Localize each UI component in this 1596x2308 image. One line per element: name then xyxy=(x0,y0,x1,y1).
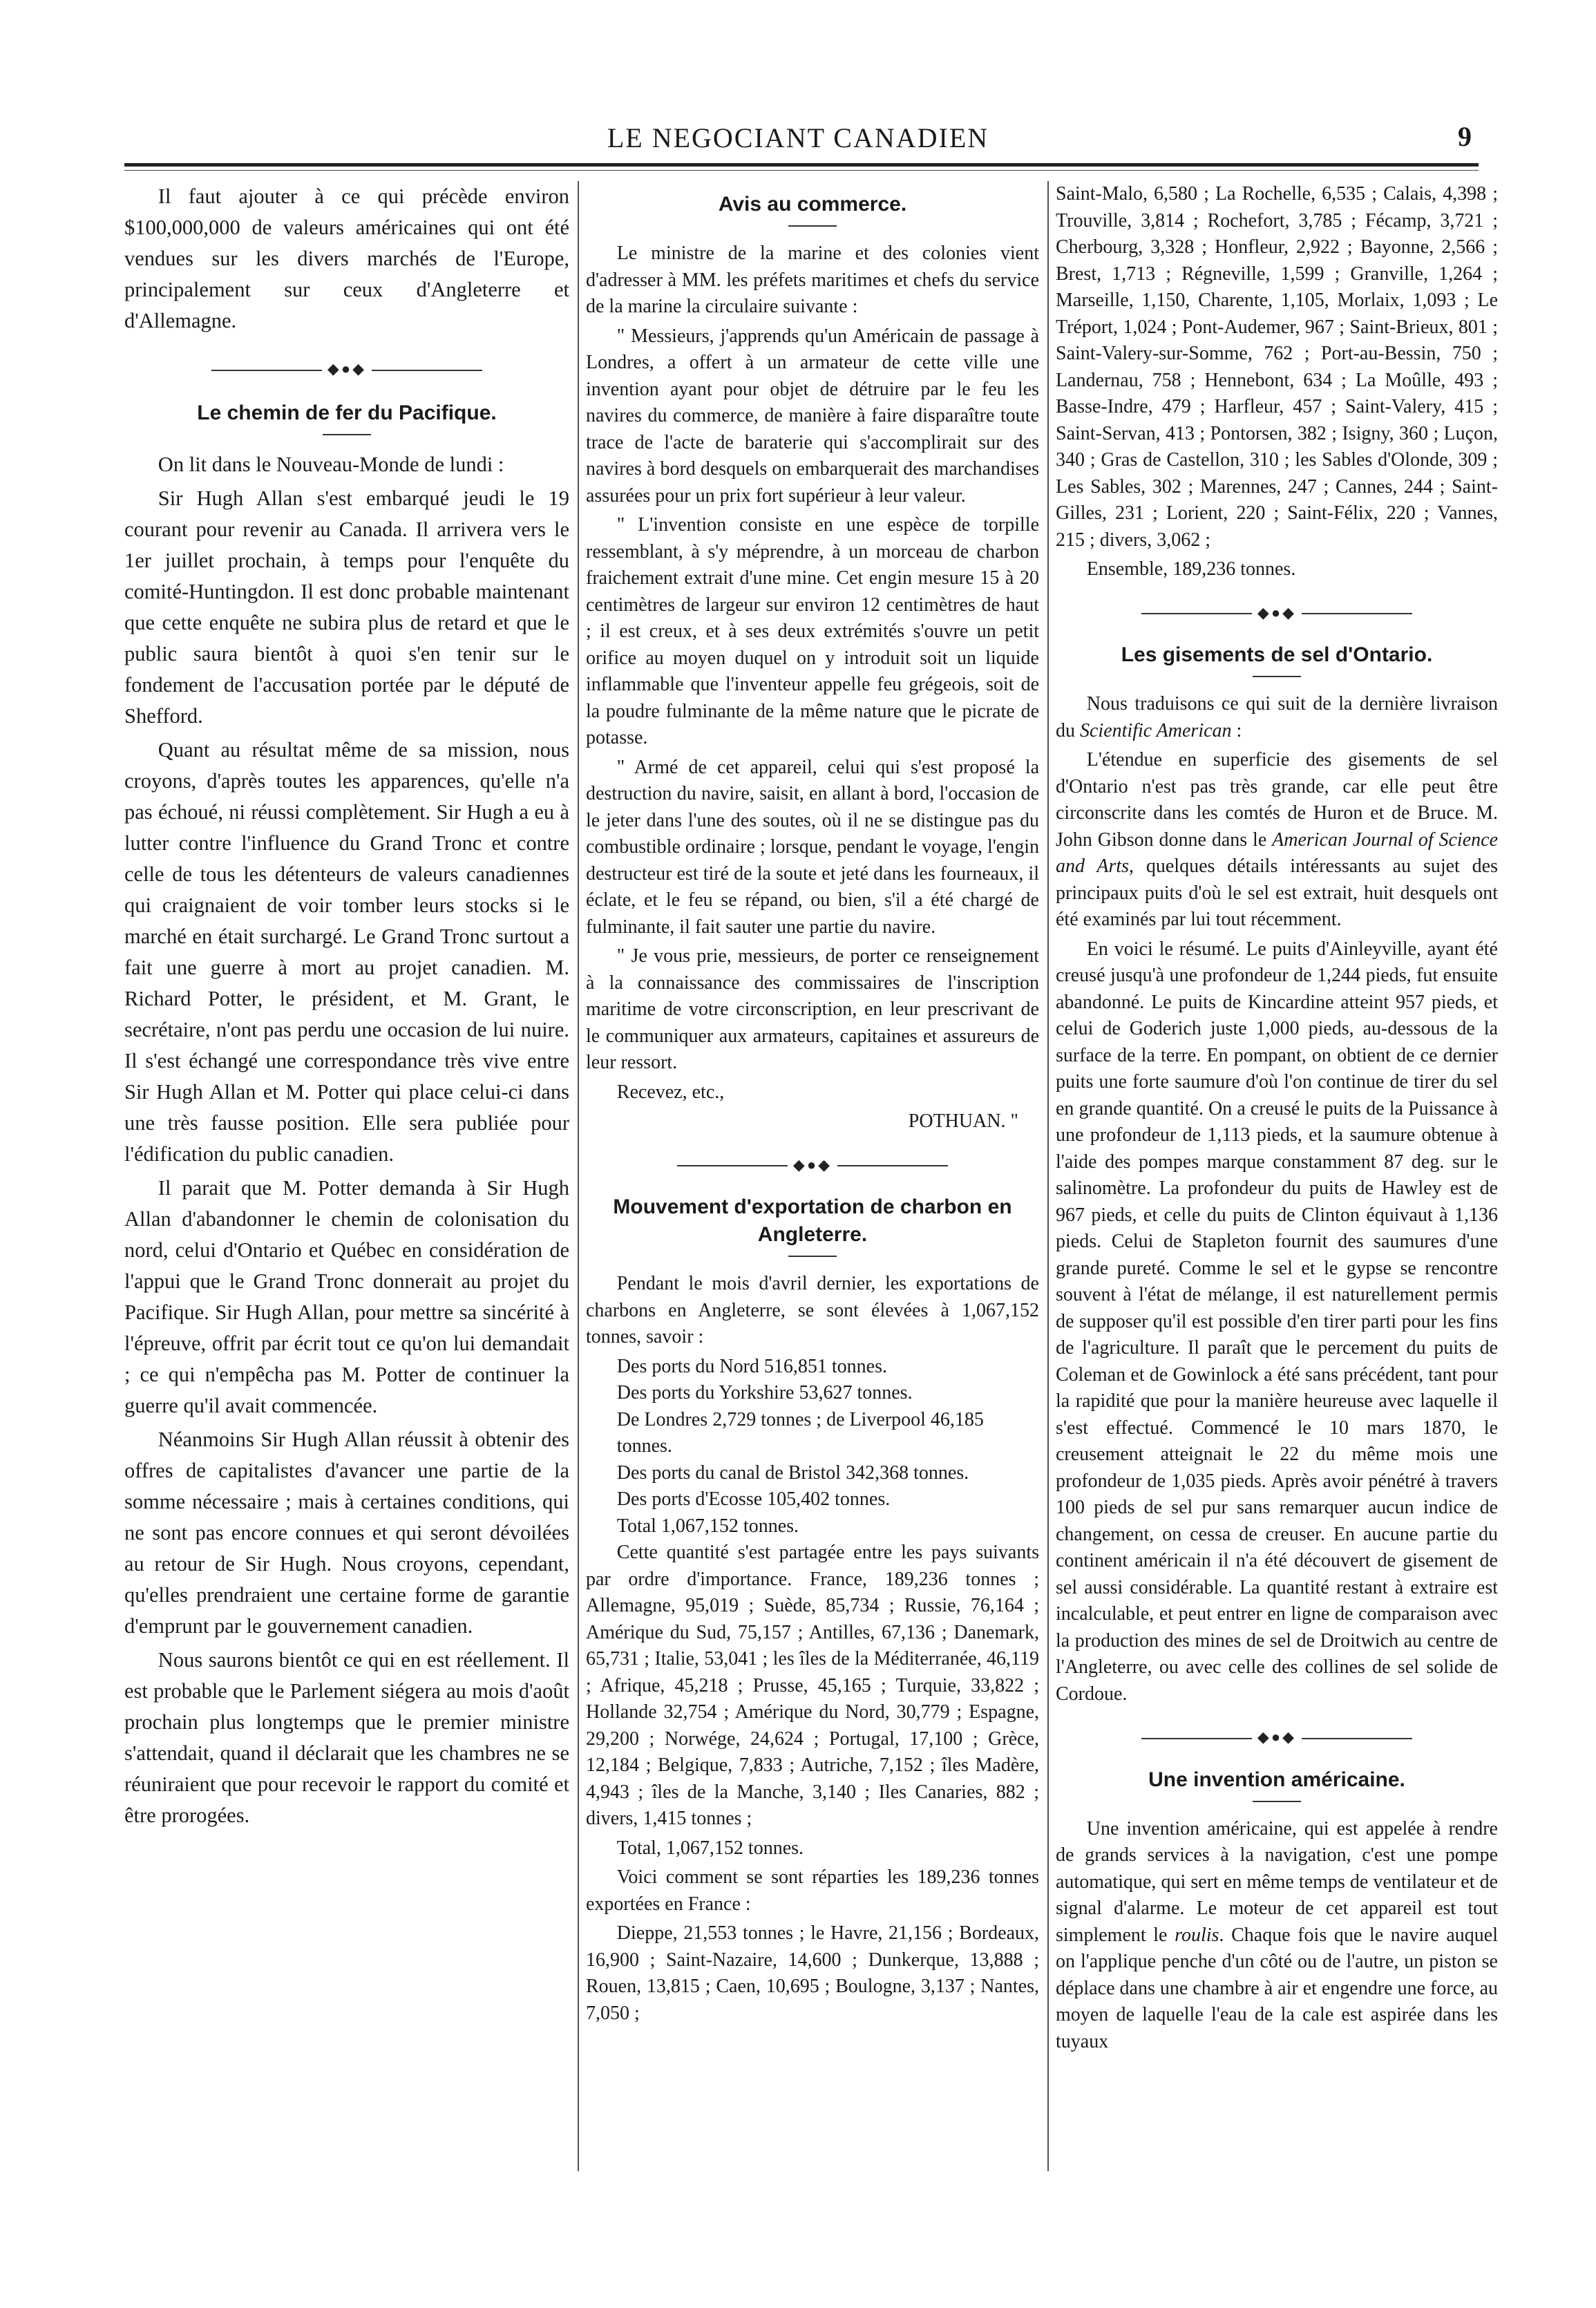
article-heading-charbon: Mouvement d'exportation de charbon en Angleterre. xyxy=(613,1195,1012,1246)
emphasis: roulis xyxy=(1175,1924,1219,1946)
paragraph: En voici le résumé. Le puits d'Ainleyville, ayant été creusé jusqu'à une profondeur de 1,244 pieds, fut ensuite abandonné. Le puits de Kincardine atteint 957 pieds, et celui de Goderich juste 1,000 pieds, au-dessous de la surface de la terre. En pompant, on obtient de ce dernier puits une forte saumure d'où l'on continue de tirer du sel en grande quantité. On a creusé le puits de la Puissance à une profondeur de 1,113 pieds, et la saumure obtenue à l'aide des pompes marque constamment 87 deg. sur le salinomètre. La profondeur du puits de Hawley est de 967 pieds, et celle du puits de Clinton équivaut à 1,136 pieds. Celui de Stapleton fournit des saumures d'une grande pureté. Comme le sel et le gypse se rencontre souvent à l'état de mélange, il est naturellement permis de supposer qu'il est possible d'en tirer parti pour les fins de l'agriculture. Il paraît que le percement du puits de Coleman et de Gowinlock a été sans précédent, tant pour la rapidité que pour la manière heureuse avec laquelle il s'est effectué. Commencé le 10 mars 1870, le creusement atteignait le 22 du même mois une profondeur de 1,035 pieds. Après avoir pénétré à travers 100 pieds de sel pur sans remarquer aucun indice de changement, on cessa de creuser. En aucune partie du continent américain il n'a été découvert de gisement de sel aussi considérable. La quantité restant à extraire est incalculable, et peut entrer en ligne de comparaison avec la production des mines de sel de Droitwich au centre de l'Angleterre, ou avec celle des collines de sel solide de Cordoue. xyxy=(1056,938,1498,1705)
paragraph: Néanmoins Sir Hugh Allan réussit à obtenir des offres de capitalistes d'avancer une partie de la somme nécessaire ; mais à certaines conditions, qui ne sont pas encore connues et qui seront dévoilées au retour de Sir Hugh. Nous croyons, cependant, qu'elles prendraient une certaine forme de garantie d'emprunt par le gouvernement canadien. xyxy=(124,1428,569,1638)
ornament-divider: ◆●◆ xyxy=(1056,1724,1498,1751)
closing: Recevez, etc., xyxy=(616,1081,725,1103)
paragraph: Pendant le mois d'avril dernier, les exportations de charbons en Angleterre, se sont élevées à 1,067,152 tonnes, savoir : xyxy=(586,1273,1039,1347)
masthead xyxy=(124,116,1472,158)
publication-title: American Journal of Science and Arts xyxy=(1056,829,1498,877)
heading-dash xyxy=(788,1256,837,1257)
header-rule-thin xyxy=(124,170,1479,171)
header-rule xyxy=(124,163,1479,167)
column-3 xyxy=(1056,181,1498,2058)
column-divider xyxy=(1047,181,1049,2171)
ornament-divider: ◆●◆ xyxy=(586,1152,1039,1179)
paragraph: Saint-Malo, 6,580 ; La Rochelle, 6,535 ; Calais, 4,398 ; Trouville, 3,814 ; Rochefort, 3,785 ; Fécamp, 3,721 ; Cherbourg, 3,328 ; Honfleur, 2,922 ; Bayonne, 2,566 ; Brest, 1,713 ; Régneville, 1,599 ; Granville, 1,264 ; Marseille, 1,150, Charente, 1,105, Morlaix, 1,093 ; Le Tréport, 1,024 ; Pont-Audemer, 967 ; Saint-Brieux, 801 ; Saint-Valery-sur-Somme, 762 ; Port-au-Bessin, 750 ; Landernau, 758 ; Hennebont, 634 ; La Moûlle, 493 ; Basse-Indre, 479 ; Harfleur, 457 ; Saint-Valery, 415 ; Saint-Servan, 413 ; Pontorsen, 382 ; Isigny, 360 ; Luçon, 340 ; Gras de Castellon, 310 ; les Sables d'Olonde, 309 ; Les Sables, 302 ; Marennes, 247 ; Cannes, 244 ; Saint-Gilles, 231 ; Lorient, 220 ; Saint-Félix, 220 ; Vannes, 215 ; divers, 3,062 ; xyxy=(1056,183,1498,551)
list-item: De Londres 2,729 tonnes ; de Liverpool 46,185 tonnes. xyxy=(616,1408,984,1457)
article-heading-invention: Une invention américaine. xyxy=(1148,1768,1405,1791)
paragraph: Le ministre de la marine et des colonies vient d'adresser à MM. les préfets maritimes et chefs du service de la marine la circulaire suivante : xyxy=(586,243,1039,317)
page-number: 9 xyxy=(1458,121,1472,152)
paragraph: Cette quantité s'est partagée entre les pays suivants par ordre d'importance. France, 189,236 tonnes ; Allemagne, 95,019 ; Suède, 85,734 ; Russie, 76,164 ; Amérique du Sud, 75,157 ; Antilles, 67,136 ; Danemark, 65,731 ; Italie, 53,041 ; les îles de la Méditerranée, 46,119 ; Afrique, 45,218 ; Prusse, 45,165 ; Turquie, 33,822 ; Hollande 32,754 ; Amérique du Nord, 30,779 ; Espagne, 29,200 ; Norwége, 24,624 ; Portugal, 17,100 ; Grèce, 12,184 ; Belgique, 7,833 ; Autriche, 7,152 ; îles Madère, 4,943 ; îles de la Manche, 3,140 ; Iles Canaries, 882 ; divers, 1,415 tonnes ; xyxy=(586,1542,1039,1829)
column-2 xyxy=(586,181,1039,2030)
column-divider xyxy=(578,181,579,2171)
list-item: Des ports du canal de Bristol 342,368 tonnes. xyxy=(616,1462,969,1484)
paragraph: Il faut ajouter à ce qui précède environ $100,000,000 de valeurs américaines qui ont été vendues sur les divers marchés de l'Europe, principalement sur ceux d'Angleterre et d'Allemagne. xyxy=(124,185,569,332)
paragraph: Sir Hugh Allan s'est embarqué jeudi le 19 courant pour revenir au Canada. Il arrivera vers le 1er juillet prochain, à temps pour l'enquête du comité-Huntingdon. Il est donc probable maintenant que cette enquête ne subira plus de retard et que le public saura bientôt à quoi s'en tenir sur le fondement de l'accusation portée par le député de Shefford. xyxy=(124,486,569,728)
heading-dash xyxy=(1253,676,1301,677)
text-run: , quelques détails intéressants au sujet des principaux puits d'où le sel est extrait, huit desquels ont été examinés par lui tout récemment. xyxy=(1056,855,1499,930)
ornament-divider: ◆●◆ xyxy=(1056,600,1498,627)
column-1 xyxy=(124,181,569,1834)
list-item: Des ports du Yorkshire 53,627 tonnes. xyxy=(616,1382,913,1403)
paragraph: " Messieurs, j'apprends qu'un Américain de passage à Londres, a offert à un armateur de cette ville une invention ayant pour objet de détruire par le feu les navires du commerce, de manière à faire disparaître toute trace de l'acte de baraterie qui s'accomplirait sur des navires à bord desquels on embarquerait des marchandises assurées pour un prix fort supérieur à leur valeur. xyxy=(586,325,1039,507)
paragraph xyxy=(1056,691,1498,744)
heading-dash xyxy=(1253,1801,1301,1802)
paragraph xyxy=(1056,1816,1498,2056)
publication-title: Scientific American xyxy=(1080,719,1232,741)
text-run: Nous traduisons ce qui suit de la dernière livraison du xyxy=(1056,693,1498,741)
paragraph: " L'invention consiste en une espèce de torpille ressemblant, à s'y méprendre, à un morceau de charbon fraichement extrait d'une mine. Cet engin mesure 15 à 20 centimètres de largeur sur environ 12 centimètres de haut ; il est creux, et à ses deux extrémités s'ouvre un petit orifice au moyen duquel on y introduit soit un liquide inflammable que l'inventeur appelle feu grégeois, soit de la poudre fulminante de la même nature que le picrate de potasse. xyxy=(586,514,1039,748)
article-heading-pacific: Le chemin de fer du Pacifique. xyxy=(197,401,497,424)
text-run: : xyxy=(1231,719,1242,741)
heading-dash xyxy=(323,434,371,435)
paragraph: Il parait que M. Potter demanda à Sir Hugh Allan d'abandonner le chemin de colonisation du nord, celui d'Ontario et Québec en considération de l'appui que le Grand Tronc donnerait au projet du Pacifique. Sir Hugh Allan, pour mettre sa sincérité à l'épreuve, offrit par écrit tout ce qu'on lui demandait ; ce qui n'empêcha pas M. Potter de continuer la guerre qu'il avait commencée. xyxy=(124,1176,569,1417)
paragraph xyxy=(1056,747,1498,934)
list-item: Des ports du Nord 516,851 tonnes. xyxy=(616,1355,887,1377)
paragraph: Nous saurons bientôt ce qui en est réellement. Il est probable que le Parlement siégera au mois d'août prochain plus longtemps que le premier ministre s'attendait, quand il déclarait que les chambres ne se réuniraient que pour recevoir le rapport du comité et être prorogées. xyxy=(124,1648,569,1827)
text-run: L'étendue en superficie des gisements de sel d'Ontario n'est pas très grande, car elle peut être circonscrite dans les comtés de Huron et de Bruce. M. John Gibson donne dans le xyxy=(1056,749,1498,851)
ornament-divider: ◆●◆ xyxy=(124,353,569,384)
paragraph: Quant au résultat même de sa mission, nous croyons, d'après toutes les apparences, qu'elle n'a pas échoué, ni réussi complètement. Sir Hugh a eu à lutter contre l'influence du Grand Tronc et contre celle de tous les détenteurs de valeurs canadiennes qui craignaient de voir tomber leurs stocks si le marché en était surchargé. Le Grand Tronc surtout a fait une guerre à mort au projet canadien. M. Richard Potter, le président, et M. Grant, le secrétaire, n'ont pas perdu une occasion de lui nuire. Il s'est échangé une correspondance très vive entre Sir Hugh Allan et M. Potter qui place celui-ci dans une très fausse position. Elle sera publiée pour l'édification du public canadien. xyxy=(124,738,569,1166)
signature: POTHUAN. " xyxy=(908,1110,1018,1132)
paragraph: Voici comment se sont réparties les 189,236 tonnes exportées en France : xyxy=(586,1866,1039,1915)
paragraph: Ensemble, 189,236 tonnes. xyxy=(1086,558,1296,580)
article-heading-sel: Les gisements de sel d'Ontario. xyxy=(1121,643,1433,666)
text-run: . Chaque fois que le navire auquel on l'applique penche d'un côté ou de l'autre, un piston se déplace dans une chambre à air et engendre une force, au moyen de laquelle l'eau de la cale est aspirée dans les tuyaux xyxy=(1056,1924,1498,2052)
paragraph: On lit dans le Nouveau-Monde de lundi : xyxy=(158,453,504,476)
heading-dash xyxy=(788,225,837,227)
paragraph: Total, 1,067,152 tonnes. xyxy=(616,1837,804,1859)
paragraph: Dieppe, 21,553 tonnes ; le Havre, 21,156 ; Bordeaux, 16,900 ; Saint-Nazaire, 14,600 ; Dunkerque, 13,888 ; Rouen, 13,815 ; Caen, 10,695 ; Boulogne, 3,137 ; Nantes, 7,050 ; xyxy=(586,1922,1039,2024)
newspaper-title: LE NEGOCIANT CANADIEN xyxy=(607,122,989,153)
paragraph: " Armé de cet appareil, celui qui s'est proposé la destruction du navire, saisit, en allant à bord, l'occasion de le jeter dans l'une des soutes, où il ne se distingue pas du combustible ordinaire ; lorsque, pendant le voyage, l'engin destructeur est tiré de la soute et jeté dans les fourneaux, il éclate, et le feu se répand, ou bien, s'il a été chargé de fulminante, il fait sauter une partie du navire. xyxy=(586,756,1039,938)
list-item: Des ports d'Ecosse 105,402 tonnes. xyxy=(616,1488,891,1510)
list-item: Total 1,067,152 tonnes. xyxy=(616,1515,799,1537)
text-run: Une invention américaine, qui est appelée à rendre de grands services à la navigation, c'est une pompe automatique, qui sert en même temps de ventilateur et de signal d'alarme. Le moteur de cet appareil est tout simplement le xyxy=(1056,1817,1498,1946)
paragraph: " Je vous prie, messieurs, de porter ce renseignement à la connaissance des commissaires de l'inscription maritime de votre circonscription, en leur prescrivant de le communiquer aux armateurs, capitaines et assureurs de leur ressort. xyxy=(586,945,1039,1073)
article-heading-avis: Avis au commerce. xyxy=(718,193,907,216)
